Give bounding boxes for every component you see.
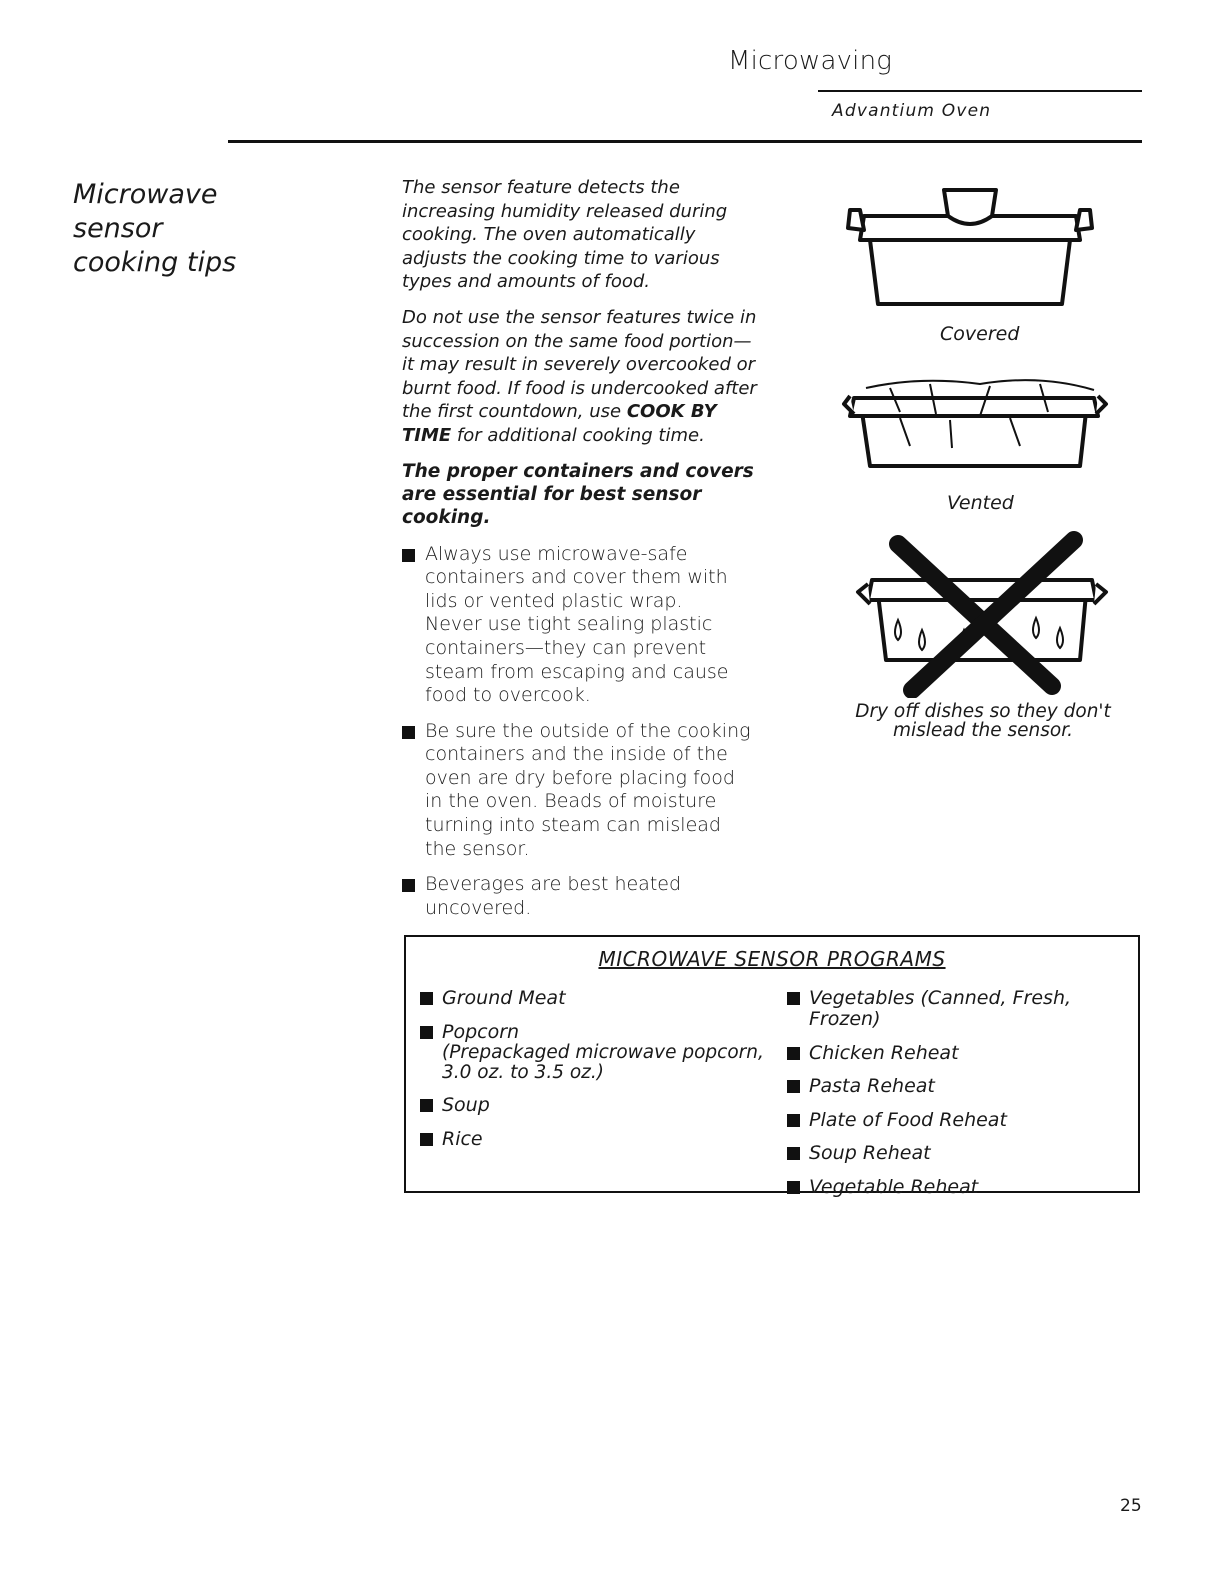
program-label: Chicken Reheat <box>809 1041 959 1064</box>
bullet-square-icon <box>787 1114 800 1127</box>
program-item <box>787 1143 1137 1164</box>
programs-list-left <box>420 988 780 1162</box>
containers-emphasis: The proper containers and covers are essential for best sensor cooking. <box>402 460 754 528</box>
cook-by-time-term: COOK BY TIME <box>402 401 717 446</box>
section-title-line: Microwave <box>73 179 218 210</box>
bullet-square-icon <box>402 549 415 562</box>
section-divider <box>228 140 1142 143</box>
program-item <box>420 1129 780 1150</box>
programs-list-right <box>787 988 1137 1210</box>
page-number: 25 <box>1120 1496 1142 1516</box>
tip-bullet <box>402 720 755 862</box>
program-label: Soup Reheat <box>809 1142 931 1164</box>
program-item <box>420 988 780 1009</box>
warning-text-end: for additional cooking time. <box>451 424 705 446</box>
vented-caption: Vented <box>947 492 1014 514</box>
bullet-square-icon <box>420 1026 433 1039</box>
bullet-square-icon <box>402 726 415 739</box>
bullet-square-icon <box>787 1147 800 1160</box>
warning-text: Do not use the sensor features twice in succession on the same food portion—it may result in severely overcooked or burnt food. If food is undercooked after the first countdown, use <box>402 306 757 423</box>
sensor-programs-box <box>404 935 1140 1198</box>
covered-dish-illustration <box>840 182 1120 312</box>
program-item <box>787 1043 1137 1064</box>
bullet-square-icon <box>420 1133 433 1146</box>
section-title-line: sensor <box>73 213 163 244</box>
tip-text: Never use tight sealing plastic containers—they can prevent steam from escaping and cause food to overcook. <box>425 613 729 707</box>
popcorn-note: (Prepackaged microwave popcorn, 3.0 oz. to 3.5 oz.) <box>442 1041 764 1083</box>
page-header-title: Microwaving <box>728 46 893 76</box>
bullet-square-icon <box>402 879 415 892</box>
wet-dish-crossed-illustration <box>852 530 1114 698</box>
vented-dish-illustration <box>840 368 1120 488</box>
program-item <box>787 1110 1137 1131</box>
warning-paragraph <box>402 306 758 448</box>
covered-caption: Covered <box>940 323 1020 345</box>
tips-column <box>402 176 768 932</box>
tip-text: Beverages are best heated uncovered. <box>425 873 682 919</box>
tip-bullet <box>402 543 763 708</box>
tip-text: Always use microwave-safe containers and cover them with lids or vented plastic wrap. <box>425 542 728 612</box>
bullet-square-icon <box>420 1099 433 1112</box>
page-header-subtitle: Advantium Oven <box>832 101 992 121</box>
section-title-line: cooking tips <box>73 247 237 278</box>
program-label: Rice <box>442 1127 483 1150</box>
program-label: Vegetables (Canned, Fresh, Frozen) <box>809 987 1072 1030</box>
program-label: Popcorn <box>442 1020 520 1043</box>
section-title <box>73 178 273 280</box>
program-label: Pasta Reheat <box>809 1075 935 1097</box>
bullet-square-icon <box>787 1181 800 1194</box>
bullet-square-icon <box>787 1047 800 1060</box>
program-label: Ground Meat <box>442 987 566 1009</box>
program-item <box>420 1022 780 1083</box>
programs-title: MICROWAVE SENSOR PROGRAMS <box>598 947 946 971</box>
bullet-square-icon <box>787 992 800 1005</box>
program-item <box>787 1177 1137 1198</box>
program-item <box>787 1076 1137 1097</box>
program-label: Vegetable Reheat <box>809 1175 979 1198</box>
tip-text: Be sure the outside of the cooking containers and the inside of the oven are dry before placing food in the oven. Beads of moisture turning into steam can mislead the sensor. <box>425 719 751 860</box>
tip-bullet <box>402 873 695 920</box>
program-label: Plate of Food Reheat <box>809 1108 1007 1131</box>
program-item <box>787 988 1137 1030</box>
intro-paragraph: The sensor feature detects the increasing humidity released during cooking. The oven automatically adjusts the cooking time to various types and amounts of food. <box>402 177 728 293</box>
program-label: Soup <box>442 1094 490 1116</box>
program-item <box>420 1095 780 1116</box>
header-rule <box>818 90 1142 92</box>
dry-dishes-caption: Dry off dishes so they don't mislead the sensor. <box>855 701 1111 741</box>
bullet-square-icon <box>787 1080 800 1093</box>
bullet-square-icon <box>420 992 433 1005</box>
